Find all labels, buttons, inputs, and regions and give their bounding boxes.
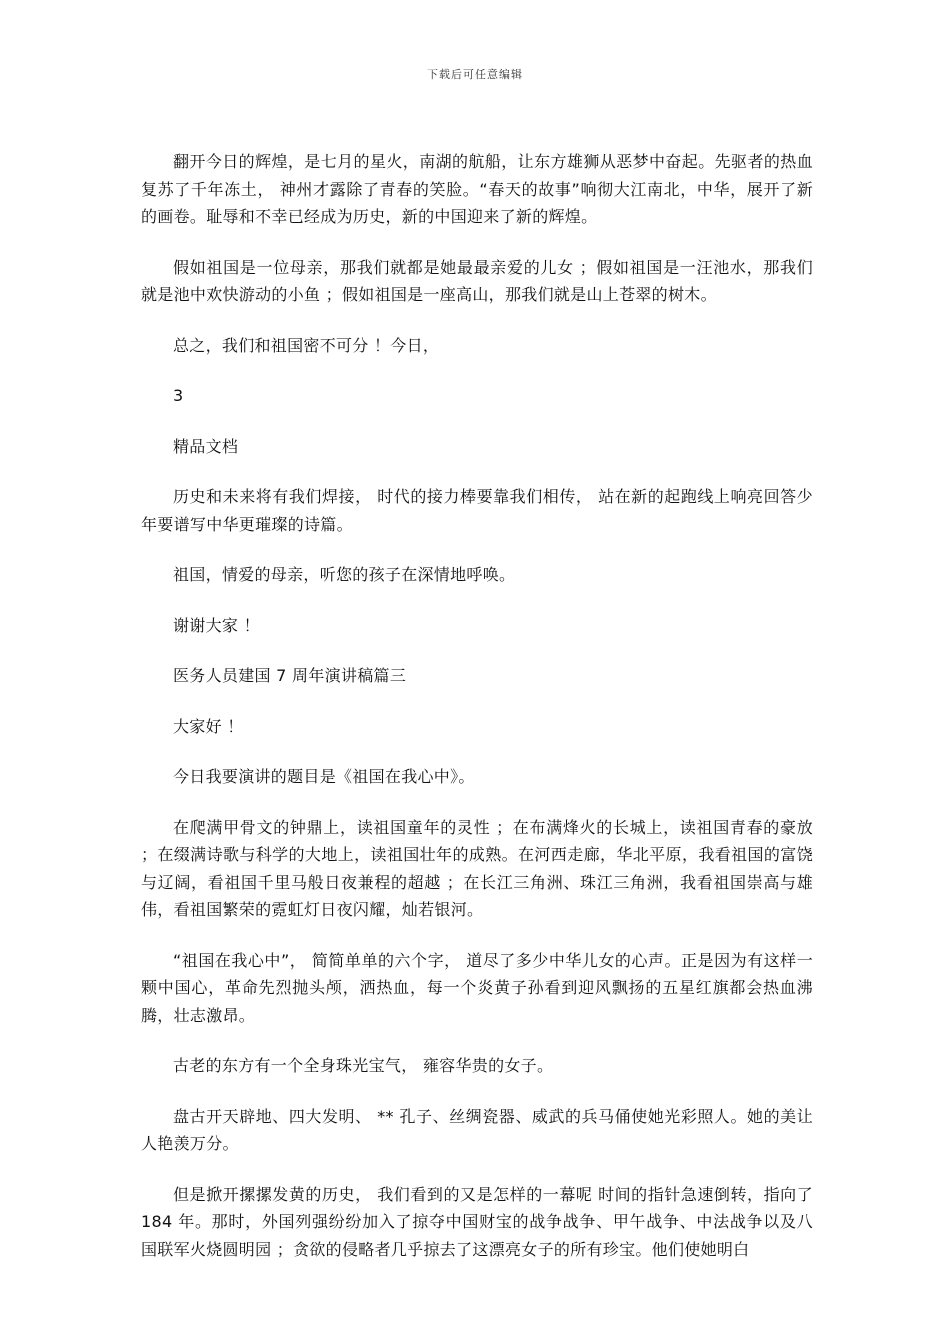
paragraph: 谢谢大家 ！	[173, 615, 260, 635]
paragraph: 总之，我们和祖国密不可分 ！今日，	[173, 335, 440, 355]
page-number: 3	[173, 386, 184, 405]
paragraph: 假如祖国是一位母亲，那我们就都是她最最亲爱的儿女 ；假如祖国是一汪池水，那我们就是池中欢快游动的小鱼 ；假如祖国是一座高山，那我们就是山上苍翠的树木。	[141, 257, 813, 304]
paragraph: 翻开今日的辉煌，是七月的星火，南湖的航船，让东方雄狮从恶梦中奋起。先驱者的热血复苏了千年冻土， 神州才露除了青春的笑脸。“春天的故事”响彻大江南北，中华，展开了新的画卷。耻辱和不幸已经成为历史，新的中国迎来了新的辉煌。	[141, 152, 813, 226]
section-title: 医务人员建国 7 周年演讲稿篇三	[173, 666, 407, 685]
paragraph: 盘古开天辟地、四大发明、 ** 孔子、丝绸瓷器、威武的兵马俑使她光彩照人。她的美让人艳羡万分。	[141, 1106, 813, 1153]
paragraph: 大家好 ！	[173, 716, 244, 736]
paragraph: “祖国在我心中”， 简简单单的六个字， 道尽了多少中华儿女的心声。正是因为有这样一颗中国心，革命先烈抛头颅，洒热血，每一个炎黄子孙看到迎风飘扬的五星红旗都会热血沸腾，壮志激昂。	[141, 950, 813, 1025]
paragraph: 祖国，情爱的母亲，听您的孩子在深情地呼唤。	[173, 565, 516, 584]
paragraph: 在爬满甲骨文的钟鼎上，读祖国童年的灵性 ；在布满烽火的长城上，读祖国青春的豪放 ；在缀满诗歌与科学的大地上，读祖国壮年的成熟。在河西走廊，华北平原，我看祖国的富饶与辽阔，看祖国千里马般日夜兼程的超越 ；在长江三角洲、珠江三角洲，我看祖国崇高与雄伟，看祖国繁荣的霓虹灯日夜闪耀，灿若银河。	[141, 817, 813, 919]
paragraph: 精品文档	[173, 436, 239, 456]
paragraph: 古老的东方有一个全身珠光宝气， 雍容华贵的女子。	[173, 1056, 554, 1075]
paragraph: 但是掀开摞摞发黄的历史， 我们看到的又是怎样的一幕呢 时间的指针急速倒转，指向了 184 年。那时，外国列强纷纷加入了掠夺中国财宝的战争战争、甲午战争、中法战争以及八国联军火烧圆明园 ；贪欲的侵略者几乎掠去了这漂亮女子的所有珍宝。他们使她明白	[141, 1184, 813, 1259]
page-header: 下载后可任意编辑	[427, 68, 523, 81]
document-body	[141, 148, 813, 1286]
paragraph: 历史和未来将有我们焊接， 时代的接力棒要靠我们相传， 站在新的起跑线上响亮回答少年要谱写中华更璀璨的诗篇。	[141, 487, 813, 534]
paragraph: 今日我要演讲的题目是《祖国在我心中》。	[173, 767, 475, 786]
